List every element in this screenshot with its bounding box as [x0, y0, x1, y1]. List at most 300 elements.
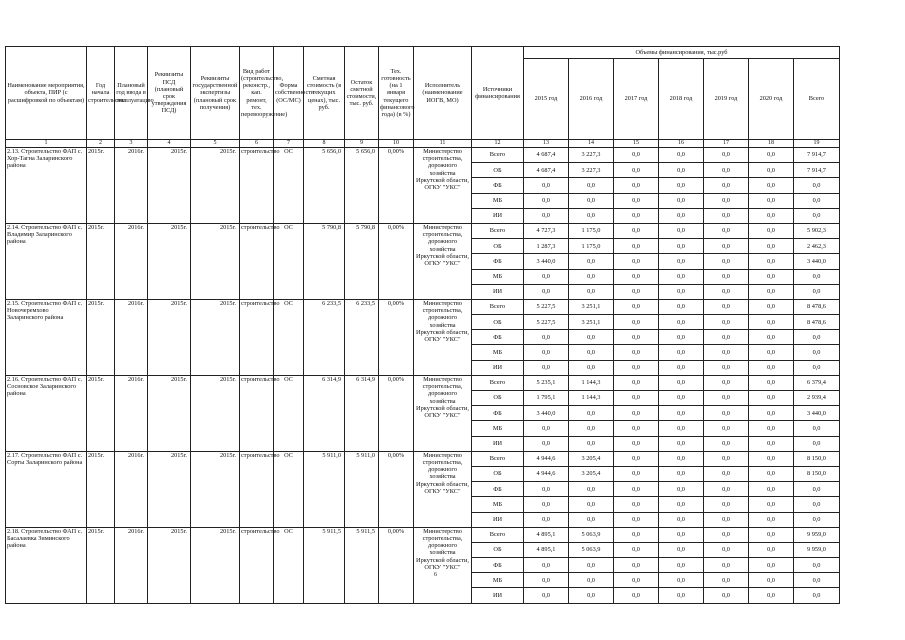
object-name: 2.13. Строительство ФАП с. Хор-Тагна Заларинского района — [6, 148, 87, 224]
year-value: 1 795,1 — [524, 391, 569, 406]
year-value: 0,0 — [659, 588, 704, 603]
year-value: 0,0 — [749, 330, 794, 345]
header-executor: Исполнитель (наименование ИОГВ, МО) — [414, 47, 472, 140]
year-value: 0,0 — [749, 299, 794, 314]
year-value: 0,0 — [749, 148, 794, 163]
funding-source: Всего — [472, 299, 524, 314]
year-value: 1 144,3 — [569, 391, 614, 406]
work-type: строительство — [240, 223, 274, 299]
funding-source: МБ — [472, 421, 524, 436]
funding-source: ОБ — [472, 163, 524, 178]
ownership: ОС — [274, 299, 304, 375]
header-year-2018: 2018 год — [659, 59, 704, 140]
total-value: 7 914,7 — [794, 148, 840, 163]
year-value: 0,0 — [614, 315, 659, 330]
work-type: строительство — [240, 299, 274, 375]
year-value: 4 895,1 — [524, 542, 569, 557]
year-value: 0,0 — [569, 512, 614, 527]
estimated-cost: 6 314,9 — [304, 375, 345, 451]
year-value: 3 227,3 — [569, 163, 614, 178]
year-value: 0,0 — [569, 254, 614, 269]
funding-source: Всего — [472, 527, 524, 542]
cost-remainder: 5 790,8 — [345, 223, 379, 299]
year-value: 4 895,1 — [524, 527, 569, 542]
year-value: 0,0 — [569, 360, 614, 375]
total-value: 2 939,4 — [794, 391, 840, 406]
total-value: 3 440,0 — [794, 406, 840, 421]
expertise-date: 2015г. — [191, 299, 240, 375]
header-year-2017: 2017 год — [614, 59, 659, 140]
header-readiness: Тех. готовность (на 1 января текущего финансового года) (в %) — [379, 47, 414, 140]
year-value: 0,0 — [614, 193, 659, 208]
year-value: 0,0 — [704, 148, 749, 163]
header-year-2015: 2015 год — [524, 59, 569, 140]
year-value: 0,0 — [659, 299, 704, 314]
funding-source: ИИ — [472, 284, 524, 299]
readiness: 0,00% — [379, 451, 414, 527]
year-value: 0,0 — [614, 391, 659, 406]
executor: Министерство строительства, дорожного хозяйства Иркутской области, ОГКУ "УКС" — [414, 375, 472, 451]
year-value: 0,0 — [569, 573, 614, 588]
column-number: 4 — [148, 140, 191, 148]
year-value: 0,0 — [569, 330, 614, 345]
year-value: 1 287,3 — [524, 239, 569, 254]
column-number: 13 — [524, 140, 569, 148]
total-value: 5 902,3 — [794, 223, 840, 238]
year-value: 0,0 — [569, 436, 614, 451]
year-value: 3 440,0 — [524, 406, 569, 421]
year-value: 0,0 — [614, 163, 659, 178]
year-value: 0,0 — [749, 436, 794, 451]
funding-source: ОБ — [472, 391, 524, 406]
total-value: 0,0 — [794, 178, 840, 193]
year-value: 4 727,3 — [524, 223, 569, 238]
year-value: 0,0 — [614, 558, 659, 573]
expertise-date: 2015г. — [191, 451, 240, 527]
year-value: 0,0 — [614, 482, 659, 497]
total-value: 8 150,0 — [794, 451, 840, 466]
year-value: 0,0 — [659, 542, 704, 557]
year-value: 0,0 — [749, 163, 794, 178]
work-type: строительство — [240, 375, 274, 451]
year-value: 0,0 — [614, 269, 659, 284]
ownership: ОС — [274, 148, 304, 224]
year-value: 3 227,3 — [569, 148, 614, 163]
year-value: 0,0 — [749, 391, 794, 406]
year-value: 0,0 — [749, 315, 794, 330]
column-number: 6 — [240, 140, 274, 148]
object-name: 2.16. Строительство ФАП с. Сосновское Заларинского района — [6, 375, 87, 451]
year-value: 4 944,6 — [524, 451, 569, 466]
year-value: 0,0 — [569, 345, 614, 360]
funding-source: Всего — [472, 451, 524, 466]
year-value: 0,0 — [704, 527, 749, 542]
year-value: 0,0 — [659, 330, 704, 345]
year-value: 0,0 — [749, 542, 794, 557]
year-value: 0,0 — [524, 193, 569, 208]
expertise-date: 2015г. — [191, 527, 240, 603]
column-number: 19 — [794, 140, 840, 148]
year-value: 0,0 — [569, 421, 614, 436]
cost-remainder: 6 233,5 — [345, 299, 379, 375]
total-value: 0,0 — [794, 482, 840, 497]
year-value: 0,0 — [569, 269, 614, 284]
financing-table — [5, 46, 840, 604]
year-value: 0,0 — [749, 573, 794, 588]
header-financing-group: Объемы финансирования, тыс.руб — [524, 47, 840, 59]
total-value: 9 959,0 — [794, 542, 840, 557]
year-value: 0,0 — [749, 208, 794, 223]
year-value: 0,0 — [704, 284, 749, 299]
year-value: 3 205,4 — [569, 466, 614, 481]
start-year: 2015г. — [87, 148, 115, 224]
year-value: 0,0 — [524, 284, 569, 299]
year-value: 0,0 — [704, 375, 749, 390]
year-value: 5 235,1 — [524, 375, 569, 390]
commission-year: 2016г. — [115, 299, 148, 375]
year-value: 0,0 — [749, 482, 794, 497]
start-year: 2015г. — [87, 299, 115, 375]
total-value: 0,0 — [794, 573, 840, 588]
commission-year: 2016г. — [115, 451, 148, 527]
year-value: 0,0 — [569, 482, 614, 497]
year-value: 0,0 — [704, 573, 749, 588]
year-value: 0,0 — [659, 284, 704, 299]
year-value: 0,0 — [614, 330, 659, 345]
readiness: 0,00% — [379, 223, 414, 299]
year-value: 0,0 — [614, 345, 659, 360]
year-value: 0,0 — [659, 573, 704, 588]
year-value: 0,0 — [569, 406, 614, 421]
table-row — [6, 223, 840, 238]
year-value: 0,0 — [524, 178, 569, 193]
table-row — [6, 375, 840, 390]
year-value: 0,0 — [749, 178, 794, 193]
year-value: 0,0 — [704, 451, 749, 466]
year-value: 0,0 — [704, 421, 749, 436]
year-value: 0,0 — [749, 284, 794, 299]
year-value: 0,0 — [659, 436, 704, 451]
year-value: 0,0 — [614, 573, 659, 588]
year-value: 0,0 — [704, 299, 749, 314]
total-value: 0,0 — [794, 436, 840, 451]
year-value: 0,0 — [659, 178, 704, 193]
funding-source: Всего — [472, 375, 524, 390]
table-header — [6, 47, 840, 148]
psd-date: 2015г. — [148, 299, 191, 375]
year-value: 0,0 — [749, 406, 794, 421]
year-value: 0,0 — [659, 239, 704, 254]
funding-source: ФБ — [472, 254, 524, 269]
year-value: 0,0 — [659, 315, 704, 330]
year-value: 0,0 — [659, 254, 704, 269]
column-number: 18 — [749, 140, 794, 148]
year-value: 0,0 — [569, 497, 614, 512]
year-value: 0,0 — [749, 254, 794, 269]
year-value: 0,0 — [704, 466, 749, 481]
year-value: 0,0 — [659, 466, 704, 481]
start-year: 2015г. — [87, 451, 115, 527]
year-value: 0,0 — [659, 482, 704, 497]
year-value: 0,0 — [569, 558, 614, 573]
column-number: 12 — [472, 140, 524, 148]
total-value: 0,0 — [794, 284, 840, 299]
year-value: 0,0 — [749, 588, 794, 603]
header-year-2019: 2019 год — [704, 59, 749, 140]
year-value: 0,0 — [659, 193, 704, 208]
table-row — [6, 527, 840, 542]
year-value: 0,0 — [704, 497, 749, 512]
ownership: ОС — [274, 375, 304, 451]
year-value: 0,0 — [614, 588, 659, 603]
year-value: 0,0 — [749, 451, 794, 466]
total-value: 3 440,0 — [794, 254, 840, 269]
page-number: 6 — [434, 572, 437, 578]
estimated-cost: 5 911,5 — [304, 527, 345, 603]
year-value: 0,0 — [524, 269, 569, 284]
year-value: 0,0 — [614, 406, 659, 421]
year-value: 0,0 — [614, 223, 659, 238]
start-year: 2015г. — [87, 223, 115, 299]
object-name: 2.17. Строительство ФАП с. Сорты Заларинского района — [6, 451, 87, 527]
total-value: 0,0 — [794, 269, 840, 284]
header-year-2020: 2020 год — [749, 59, 794, 140]
year-value: 0,0 — [659, 345, 704, 360]
cost-remainder: 6 314,9 — [345, 375, 379, 451]
total-value: 0,0 — [794, 512, 840, 527]
readiness: 0,00% — [379, 375, 414, 451]
year-value: 3 205,4 — [569, 451, 614, 466]
year-value: 1 175,0 — [569, 239, 614, 254]
year-value: 0,0 — [569, 588, 614, 603]
total-value: 0,0 — [794, 193, 840, 208]
year-value: 0,0 — [704, 482, 749, 497]
column-number: 10 — [379, 140, 414, 148]
column-number: 1 — [6, 140, 87, 148]
year-value: 0,0 — [524, 345, 569, 360]
funding-source: МБ — [472, 269, 524, 284]
year-value: 0,0 — [659, 223, 704, 238]
psd-date: 2015г. — [148, 375, 191, 451]
year-value: 0,0 — [659, 163, 704, 178]
year-value: 3 440,0 — [524, 254, 569, 269]
funding-source: ИИ — [472, 436, 524, 451]
year-value: 5 063,9 — [569, 527, 614, 542]
year-value: 0,0 — [704, 558, 749, 573]
funding-source: ОБ — [472, 315, 524, 330]
year-value: 0,0 — [704, 542, 749, 557]
table-body — [6, 148, 840, 604]
year-value: 0,0 — [659, 148, 704, 163]
commission-year: 2016г. — [115, 148, 148, 224]
year-value: 0,0 — [749, 345, 794, 360]
header-total: Всего — [794, 59, 840, 140]
readiness: 0,00% — [379, 148, 414, 224]
year-value: 0,0 — [659, 208, 704, 223]
year-value: 0,0 — [659, 558, 704, 573]
header-commission-year: Плановый год ввода в эксплуатацию — [115, 47, 148, 140]
year-value: 0,0 — [614, 497, 659, 512]
start-year: 2015г. — [87, 375, 115, 451]
total-value: 0,0 — [794, 360, 840, 375]
year-value: 0,0 — [524, 208, 569, 223]
funding-source: ИИ — [472, 512, 524, 527]
column-number: 3 — [115, 140, 148, 148]
year-value: 0,0 — [614, 375, 659, 390]
year-value: 0,0 — [704, 239, 749, 254]
total-value: 6 379,4 — [794, 375, 840, 390]
column-number: 16 — [659, 140, 704, 148]
funding-source: ИИ — [472, 588, 524, 603]
column-number: 7 — [274, 140, 304, 148]
year-value: 0,0 — [659, 497, 704, 512]
year-value: 0,0 — [749, 421, 794, 436]
object-name: 2.18. Строительство ФАП с. Басалаевка Зиминского района — [6, 527, 87, 603]
year-value: 0,0 — [704, 436, 749, 451]
total-value: 9 959,0 — [794, 527, 840, 542]
year-value: 0,0 — [614, 284, 659, 299]
year-value: 5 227,5 — [524, 315, 569, 330]
year-value: 0,0 — [749, 239, 794, 254]
year-value: 0,0 — [704, 345, 749, 360]
estimated-cost: 5 656,0 — [304, 148, 345, 224]
year-value: 3 251,1 — [569, 315, 614, 330]
year-value: 0,0 — [614, 542, 659, 557]
year-value: 0,0 — [749, 375, 794, 390]
total-value: 2 462,3 — [794, 239, 840, 254]
header-sources: Источники финансирования — [472, 47, 524, 140]
column-number: 2 — [87, 140, 115, 148]
funding-source: ИИ — [472, 360, 524, 375]
year-value: 0,0 — [749, 497, 794, 512]
total-value: 8 150,0 — [794, 466, 840, 481]
estimated-cost: 5 911,0 — [304, 451, 345, 527]
year-value: 0,0 — [524, 482, 569, 497]
funding-source: ФБ — [472, 558, 524, 573]
total-value: 0,0 — [794, 558, 840, 573]
year-value: 0,0 — [524, 558, 569, 573]
year-value: 0,0 — [749, 223, 794, 238]
year-value: 0,0 — [659, 360, 704, 375]
year-value: 0,0 — [614, 527, 659, 542]
year-value: 0,0 — [704, 391, 749, 406]
year-value: 0,0 — [659, 512, 704, 527]
ownership: ОС — [274, 527, 304, 603]
year-value: 0,0 — [704, 588, 749, 603]
year-value: 0,0 — [569, 193, 614, 208]
object-name: 2.15. Строительство ФАП с. Новочеремхово Заларинского района — [6, 299, 87, 375]
column-number: 14 — [569, 140, 614, 148]
year-value: 0,0 — [704, 315, 749, 330]
total-value: 0,0 — [794, 588, 840, 603]
year-value: 0,0 — [659, 527, 704, 542]
ownership: ОС — [274, 223, 304, 299]
header-cost-remainder: Остаток сметной стоимости, тыс. руб. — [345, 47, 379, 140]
psd-date: 2015г. — [148, 148, 191, 224]
funding-source: Всего — [472, 148, 524, 163]
header-name: Наименование мероприятия, объекта, ПИР (с расшифровкой по объектам) — [6, 47, 87, 140]
year-value: 0,0 — [524, 330, 569, 345]
funding-source: ФБ — [472, 178, 524, 193]
funding-source: Всего — [472, 223, 524, 238]
year-value: 0,0 — [704, 193, 749, 208]
column-number: 11 — [414, 140, 472, 148]
funding-source: ОБ — [472, 542, 524, 557]
work-type: строительство — [240, 451, 274, 527]
column-number: 17 — [704, 140, 749, 148]
funding-source: МБ — [472, 193, 524, 208]
year-value: 0,0 — [614, 512, 659, 527]
year-value: 0,0 — [659, 269, 704, 284]
year-value: 0,0 — [704, 360, 749, 375]
year-value: 0,0 — [659, 375, 704, 390]
funding-source: ФБ — [472, 482, 524, 497]
year-value: 0,0 — [704, 163, 749, 178]
funding-source: МБ — [472, 573, 524, 588]
financing-table-sheet — [5, 46, 839, 604]
total-value: 8 478,6 — [794, 299, 840, 314]
estimated-cost: 5 790,8 — [304, 223, 345, 299]
year-value: 0,0 — [524, 573, 569, 588]
year-value: 0,0 — [614, 208, 659, 223]
expertise-date: 2015г. — [191, 223, 240, 299]
column-number: 9 — [345, 140, 379, 148]
total-value: 7 914,7 — [794, 163, 840, 178]
year-value: 0,0 — [749, 269, 794, 284]
table-row — [6, 451, 840, 466]
year-value: 0,0 — [614, 254, 659, 269]
header-estimated-cost: Сметная стоимость (в текущих ценах), тыс. руб. — [304, 47, 345, 140]
ownership: ОС — [274, 451, 304, 527]
year-value: 0,0 — [614, 466, 659, 481]
total-value: 0,0 — [794, 208, 840, 223]
year-value: 4 944,6 — [524, 466, 569, 481]
year-value: 0,0 — [614, 299, 659, 314]
column-number: 8 — [304, 140, 345, 148]
year-value: 0,0 — [749, 193, 794, 208]
commission-year: 2016г. — [115, 223, 148, 299]
year-value: 0,0 — [659, 451, 704, 466]
funding-source: ФБ — [472, 406, 524, 421]
year-value: 0,0 — [659, 421, 704, 436]
year-value: 0,0 — [704, 208, 749, 223]
header-psd: Реквизиты ПСД (плановый срок утверждения ПСД) — [148, 47, 191, 140]
year-value: 0,0 — [749, 558, 794, 573]
year-value: 0,0 — [704, 223, 749, 238]
cost-remainder: 5 911,0 — [345, 451, 379, 527]
header-ownership: Форма собственности (ОС/МС) — [274, 47, 304, 140]
funding-source: МБ — [472, 345, 524, 360]
year-value: 4 687,4 — [524, 148, 569, 163]
estimated-cost: 6 233,5 — [304, 299, 345, 375]
year-value: 0,0 — [704, 269, 749, 284]
year-value: 0,0 — [704, 512, 749, 527]
funding-source: МБ — [472, 497, 524, 512]
readiness: 0,00% — [379, 299, 414, 375]
year-value: 1 175,0 — [569, 223, 614, 238]
commission-year: 2016г. — [115, 527, 148, 603]
total-value: 8 478,6 — [794, 315, 840, 330]
year-value: 5 063,9 — [569, 542, 614, 557]
year-value: 0,0 — [749, 512, 794, 527]
year-value: 0,0 — [614, 239, 659, 254]
year-value: 0,0 — [524, 436, 569, 451]
year-value: 0,0 — [704, 406, 749, 421]
year-value: 0,0 — [614, 421, 659, 436]
year-value: 0,0 — [524, 421, 569, 436]
year-value: 0,0 — [704, 254, 749, 269]
year-value: 0,0 — [659, 406, 704, 421]
